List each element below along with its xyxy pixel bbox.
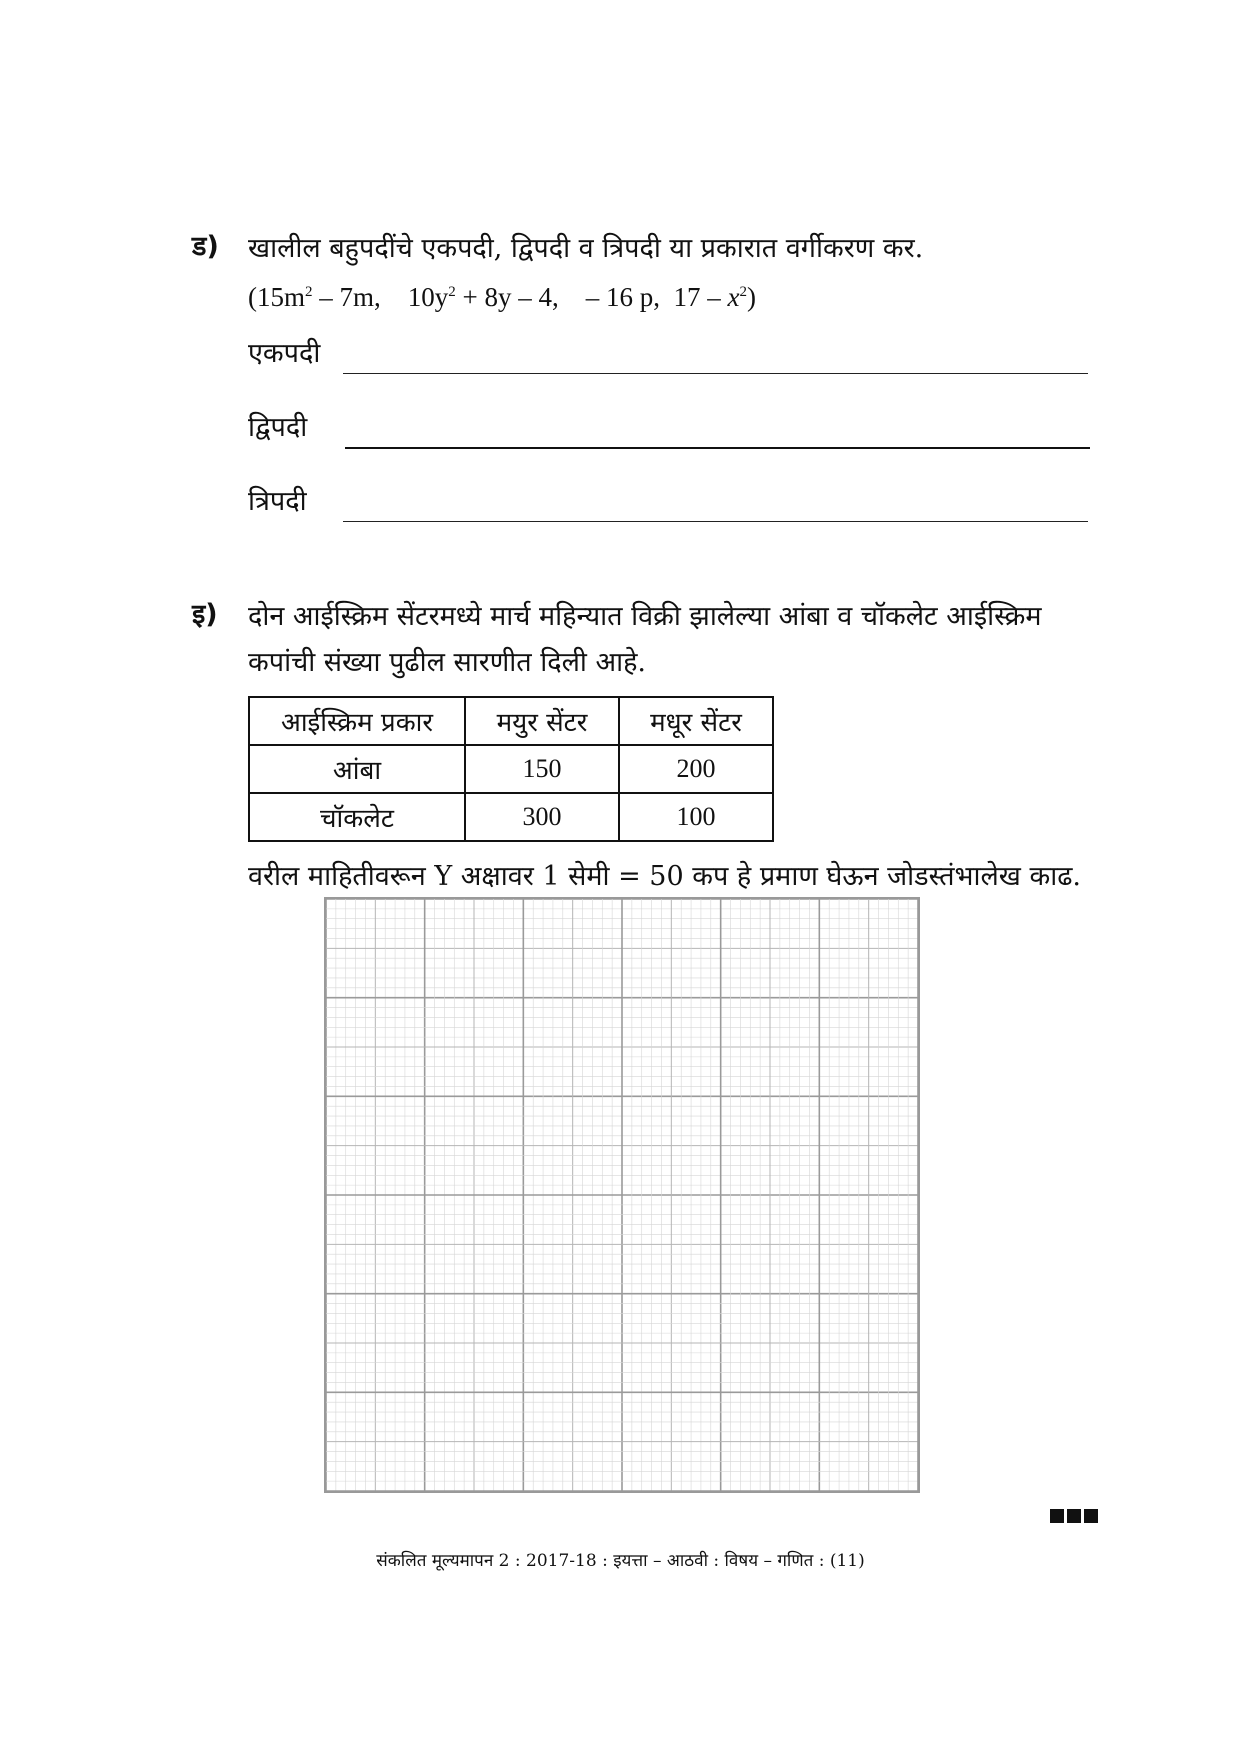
- polynomial-list: [248, 282, 1122, 313]
- question-d: [192, 226, 1122, 541]
- binomial-row: [248, 393, 1122, 467]
- graph-grid: [326, 899, 918, 1491]
- term4-a: 17 –: [673, 282, 728, 312]
- table-header-row: [249, 697, 773, 745]
- term2-sup: 2: [448, 284, 456, 300]
- term3: – 16 p,: [585, 282, 661, 312]
- table-cell: चॉकलेट: [249, 793, 465, 841]
- term4-var: x: [727, 282, 740, 312]
- question-i: [192, 594, 1122, 893]
- trinomial-answer-line[interactable]: [343, 521, 1088, 522]
- table-row: [249, 793, 773, 841]
- table-header: मधूर सेंटर: [619, 697, 773, 745]
- end-marker: [1050, 1508, 1101, 1527]
- term2-a: 10y: [407, 282, 449, 312]
- table-cell: 200: [619, 745, 773, 793]
- table-cell: 300: [465, 793, 619, 841]
- graph-paper[interactable]: [324, 897, 920, 1493]
- trinomial-row: [248, 467, 1122, 541]
- expr-open-paren: (: [248, 282, 257, 312]
- term4-sup: 2: [739, 284, 747, 300]
- table-row: [249, 745, 773, 793]
- question-i-label: इ): [192, 599, 218, 630]
- end-square: [1084, 1509, 1098, 1523]
- question-i-text-line2: कपांची संख्या पुढील सारणीत दिली आहे.: [248, 647, 646, 678]
- question-i-text-line1: दोन आईस्क्रिम सेंटरमध्ये मार्च महिन्यात विक्री झालेल्या आंबा व चॉकलेट आईस्क्रिम: [248, 601, 1042, 632]
- page-footer: संकलित मूल्यमापन 2 : 2017-18 : इयत्ता – आठवी : विषय – गणित : (11): [376, 1551, 865, 1571]
- icecream-table: [248, 696, 774, 842]
- monomial-answer-line[interactable]: [343, 373, 1088, 374]
- table-header: मयुर सेंटर: [465, 697, 619, 745]
- expr-close-paren: ): [747, 282, 756, 312]
- question-d-text: खालील बहुपदींचे एकपदी, द्विपदी व त्रिपदी या प्रकारात वर्गीकरण कर.: [248, 233, 924, 264]
- table-cell: 100: [619, 793, 773, 841]
- question-d-label: ड): [192, 231, 219, 262]
- table-cell: 150: [465, 745, 619, 793]
- table-header: आईस्क्रिम प्रकार: [249, 697, 465, 745]
- end-square: [1067, 1509, 1081, 1523]
- monomial-label: एकपदी: [248, 338, 321, 369]
- term2-b: + 8y – 4,: [455, 282, 559, 312]
- monomial-row: [248, 319, 1122, 393]
- trinomial-label: त्रिपदी: [248, 486, 307, 517]
- table-cell: आंबा: [249, 745, 465, 793]
- binomial-label: द्विपदी: [248, 412, 308, 443]
- term1-sup: 2: [305, 284, 313, 300]
- term1-b: – 7m,: [312, 282, 381, 312]
- binomial-answer-line[interactable]: [345, 447, 1090, 449]
- term1-a: 15m: [257, 282, 306, 312]
- end-square: [1050, 1509, 1064, 1523]
- graph-instruction: वरील माहितीवरून Y अक्षावर 1 सेमी = 50 कप हे प्रमाण घेऊन जोडस्तंभालेख काढ.: [248, 861, 1081, 892]
